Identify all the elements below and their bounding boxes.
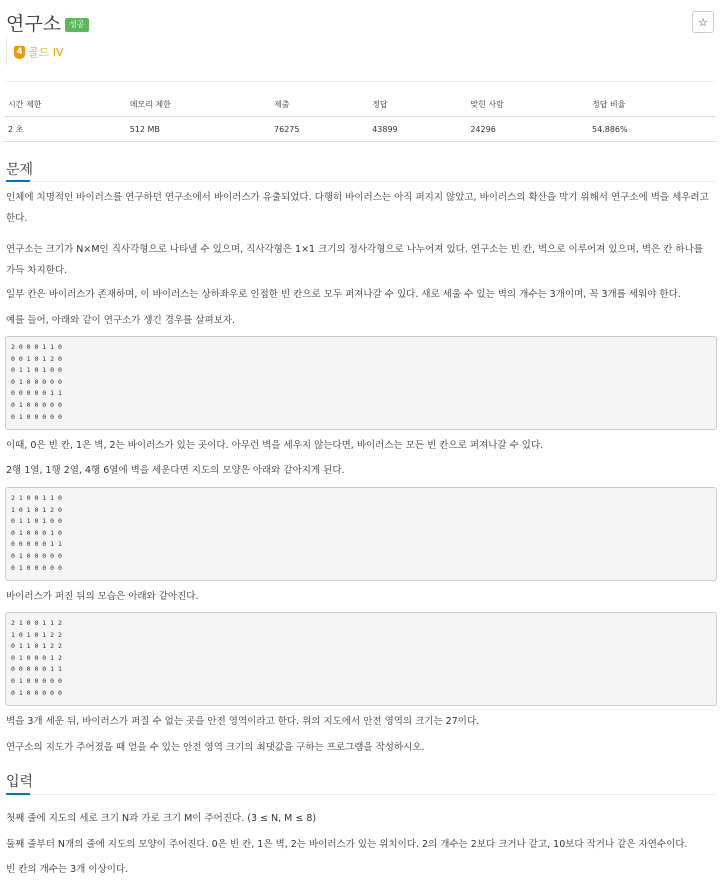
problem-paragraph: 바이러스가 퍼진 뒤의 모습은 아래와 같아진다.: [6, 591, 199, 602]
problem-paragraph: 벽을 3개 세운 뒤, 바이러스가 퍼질 수 없는 곳을 안전 영역이라고 한다. 위의 지도에서 안전 영역의 크기는 27이다.: [6, 716, 480, 727]
section-underline: [6, 793, 30, 795]
table-header-row: [4, 92, 716, 117]
input-paragraph: 둘째 줄부터 N개의 줄에 지도의 모양이 주어진다. 0은 빈 칸, 1은 벽, 2는 바이러스가 있는 위치이다. 2의 개수는 2보다 크거나 같고, 10보다 작거나 같은 자연수이다.: [6, 839, 688, 850]
problem-paragraph: 일부 칸은 바이러스가 존재하며, 이 바이러스는 상하좌우로 인접한 빈 칸으로 모두 퍼져나갈 수 있다. 새로 세울 수 있는 벽의 개수는 3개이며, 꼭 3개를 세워야 한다.: [6, 289, 681, 300]
problem-header: [6, 8, 89, 36]
star-button[interactable]: [692, 11, 714, 33]
status-badge: 성공: [65, 18, 88, 32]
problem-paragraph: 인체에 치명적인 바이러스를 연구하던 연구소에서 바이러스가 유출되었다. 다행히 바이러스는 아직 퍼지지 않았고, 바이러스의 확산을 막기 위해서 연구소에 벽을 세우려고 한다.: [6, 192, 709, 224]
tier-label: 골드 IV: [28, 46, 64, 59]
tier-icon: 4: [14, 46, 25, 59]
header-time-limit: 시간 제한: [4, 92, 126, 117]
section-rule: [6, 181, 715, 182]
input-paragraph: 첫째 줄에 지도의 세로 크기 N과 가로 크기 M이 주어진다. (3 ≤ N, M ≤ 8): [6, 813, 317, 824]
input-paragraph: 빈 칸의 개수는 3개 이상이다.: [6, 864, 129, 875]
header-solved-users: 맞힌 사람: [466, 92, 588, 117]
problem-paragraph: 연구소의 지도가 주어졌을 때 얻을 수 있는 안전 영역 크기의 최댓값을 구하는 프로그램을 작성하시오.: [6, 742, 425, 753]
header-accepted: 정답: [368, 92, 466, 117]
value-submissions[interactable]: 76275: [270, 117, 368, 142]
example-grid-walls: 2 1 0 0 1 1 0 1 0 1 0 1 2 0 0 1 1 0 1 0 0 0 1 0 0 0 1 0 0 0 0 0 0 1 1 0 1 0 0 0 0 0 0 1 0 0 0 0 0: [5, 487, 717, 581]
problem-paragraph: 이때, 0은 빈 칸, 1은 벽, 2는 바이러스가 있는 곳이다. 아무런 벽을 세우지 않는다면, 바이러스는 모든 빈 칸으로 퍼져나갈 수 있다.: [6, 440, 544, 451]
value-accept-ratio: 54.886%: [588, 117, 716, 142]
table-row: [4, 117, 716, 142]
value-solved-users[interactable]: 24296: [466, 117, 588, 142]
problem-paragraph: 2행 1열, 1행 2열, 4행 6열에 벽을 세운다면 지도의 모양은 아래와 같아지게 된다.: [6, 465, 345, 476]
header-divider: [6, 81, 715, 82]
problem-info-table: [4, 92, 716, 142]
value-accepted[interactable]: 43899: [368, 117, 466, 142]
header-memory-limit: 메모리 제한: [126, 92, 270, 117]
problem-title: 연구소: [6, 12, 62, 35]
problem-paragraph: 예를 들어, 아래와 같이 연구소가 생긴 경우를 살펴보자.: [6, 315, 236, 326]
example-grid-spread: 2 1 0 0 1 1 2 1 0 1 0 1 2 2 0 1 1 0 1 2 2 0 1 0 0 0 1 2 0 0 0 0 0 1 1 0 1 0 0 0 0 0 0 1 0 0 0 0 0: [5, 612, 717, 706]
tier-link[interactable]: [14, 44, 64, 60]
header-accept-ratio: 정답 비율: [588, 92, 716, 117]
section-underline: [6, 180, 30, 182]
example-grid-initial: 2 0 0 0 1 1 0 0 0 1 0 1 2 0 0 1 1 0 1 0 0 0 1 0 0 0 0 0 0 0 0 0 0 1 1 0 1 0 0 0 0 0 0 1 0 0 0 0 0: [5, 336, 717, 430]
value-memory-limit: 512 MB: [126, 117, 270, 142]
header-submissions: 제출: [270, 92, 368, 117]
value-time-limit: 2 초: [4, 117, 126, 142]
section-title-input: 입력: [6, 774, 34, 790]
section-rule: [6, 794, 715, 795]
problem-paragraph: 연구소는 크기가 N×M인 직사각형으로 나타낼 수 있으며, 직사각형은 1×1 크기의 정사각형으로 나누어져 있다. 연구소는 빈 칸, 벽으로 이루어져 있으며, 벽은 칸 하나를 가득 차지한다.: [6, 244, 703, 276]
section-title-problem: 문제: [6, 162, 34, 178]
star-icon: ☆: [698, 15, 708, 29]
tier-divider: [6, 37, 7, 65]
